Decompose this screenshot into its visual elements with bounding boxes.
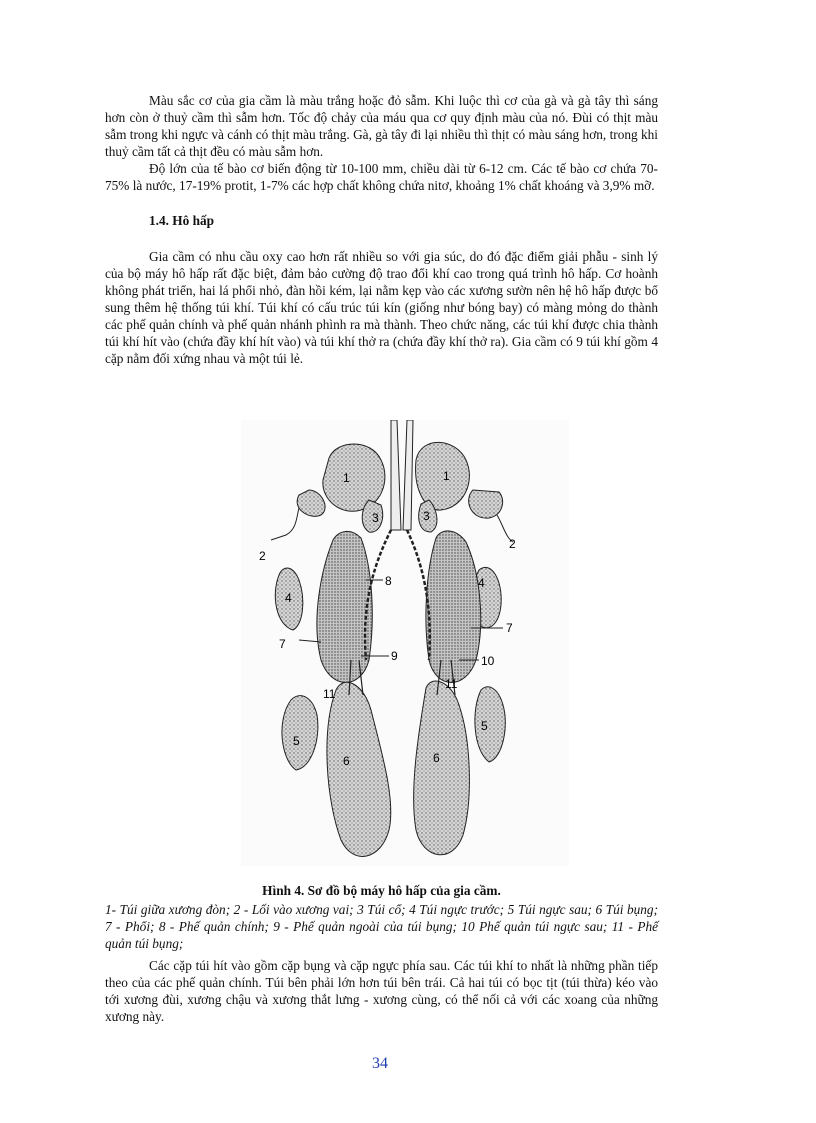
label-10: 10 (481, 654, 495, 668)
section-heading: 1.4. Hô hấp (149, 213, 215, 228)
label-2-left: 2 (259, 549, 266, 563)
paragraph-respiration: Gia cầm có nhu cầu oxy cao hơn rất nhiều so với gia súc, do đó đặc điểm giải phẫu - sinh lý của bộ máy hô hấp rất đặc biệt, đảm bảo cường độ trao đổi khí cao trong quá trình hô hấp. Cơ hoành không phát triển, hai lá phổi nhỏ, đàn hồi kém, lại nằm kẹp vào các xương sườn nên hệ hô hấp được bổ sung thêm hệ thống túi khí. Túi khí có cấu trúc túi kín (giống như bóng bay) có màng mỏng do thành các phế quản chính và phế quản nhánh phình ra mà thành. Theo chức năng, các túi khí được chia thành túi khí hít vào (chứa đầy khí hít vào) và túi khí thở ra (chứa đầy khí thở ra). Gia cầm có 9 túi khí gồm 4 cặp nằm đối xứng nhau và một túi lẻ. (105, 249, 658, 366)
label-5-left: 5 (293, 734, 300, 748)
label-7-left: 7 (279, 637, 286, 651)
label-6-left: 6 (343, 754, 350, 768)
page-body (105, 92, 658, 367)
figure-caption-title: Hình 4. Sơ đồ bộ máy hô hấp của gia cầm. (262, 883, 501, 898)
respiratory-diagram-figure (241, 420, 569, 866)
label-11-right: 11 (445, 677, 458, 691)
label-2-right: 2 (509, 537, 516, 551)
label-4-left: 4 (285, 591, 292, 605)
interclavicular-sac-left (323, 444, 385, 511)
label-7-right: 7 (506, 621, 513, 635)
label-11-left: 11 (323, 687, 336, 701)
paragraph-inspiratory-sacs: Các cặp túi hít vào gồm cặp bụng và cặp ngực phía sau. Các túi khí to nhất là những phần tiếp theo của các phế quản chính. Túi bên phải lớn hơn túi bên trái. Cả hai túi có bọc tịt (túi thừa) kéo vào tới xương đùi, xương chậu và xương thắt lưng - xương cùng, có thể nối cả với các xoang của những xương này. (105, 958, 658, 1024)
label-6-right: 6 (433, 751, 440, 765)
label-5-right: 5 (481, 719, 488, 733)
label-3-right: 3 (423, 509, 430, 523)
paragraph-muscle-cell: Độ lớn của tế bào cơ biến động từ 10-100 mm, chiều dài từ 6-12 cm. Các tế bào cơ chứa 70-75% là nước, 17-19% protit, 1-7% các hợp chất không chứa nitơ, khoảng 1% chất khoáng và 3,9% mỡ. (105, 161, 658, 193)
label-3-left: 3 (372, 511, 379, 525)
label-9: 9 (391, 649, 398, 663)
respiratory-diagram (241, 420, 569, 866)
label-4-right: 4 (478, 576, 485, 590)
label-8: 8 (385, 574, 392, 588)
page-number: 34 (372, 1055, 388, 1072)
label-1-left: 1 (343, 471, 350, 485)
page-body-after-figure (105, 957, 658, 1025)
paragraph-muscle-color: Màu sắc cơ của gia cầm là màu trắng hoặc đỏ sẫm. Khi luộc thì cơ của gà và gà tây thì sáng hơn còn ở thuỷ cầm thì sẫm hơn. Tốc độ chảy của máu qua cơ quy định màu của nó. Đùi có thịt màu sẫm trong khi ngực và cánh có thịt màu trắng. Gà, gà tây đi lại nhiều thì thịt có màu sáng hơn, trong khi thuỷ cầm tất cả thịt đều có màu sẫm hơn. (105, 93, 658, 159)
figure-caption-legend: 1- Túi giữa xương đòn; 2 - Lối vào xương vai; 3 Túi cổ; 4 Túi ngực trước; 5 Túi ngực sau; 6 Túi bụng; 7 - Phổi; 8 - Phế quản chính; 9 - Phế quản ngoài của túi bụng; 10 Phế quản túi ngực sau; 11 - Phế quản túi bụng; (105, 902, 658, 951)
label-1-right: 1 (443, 469, 450, 483)
